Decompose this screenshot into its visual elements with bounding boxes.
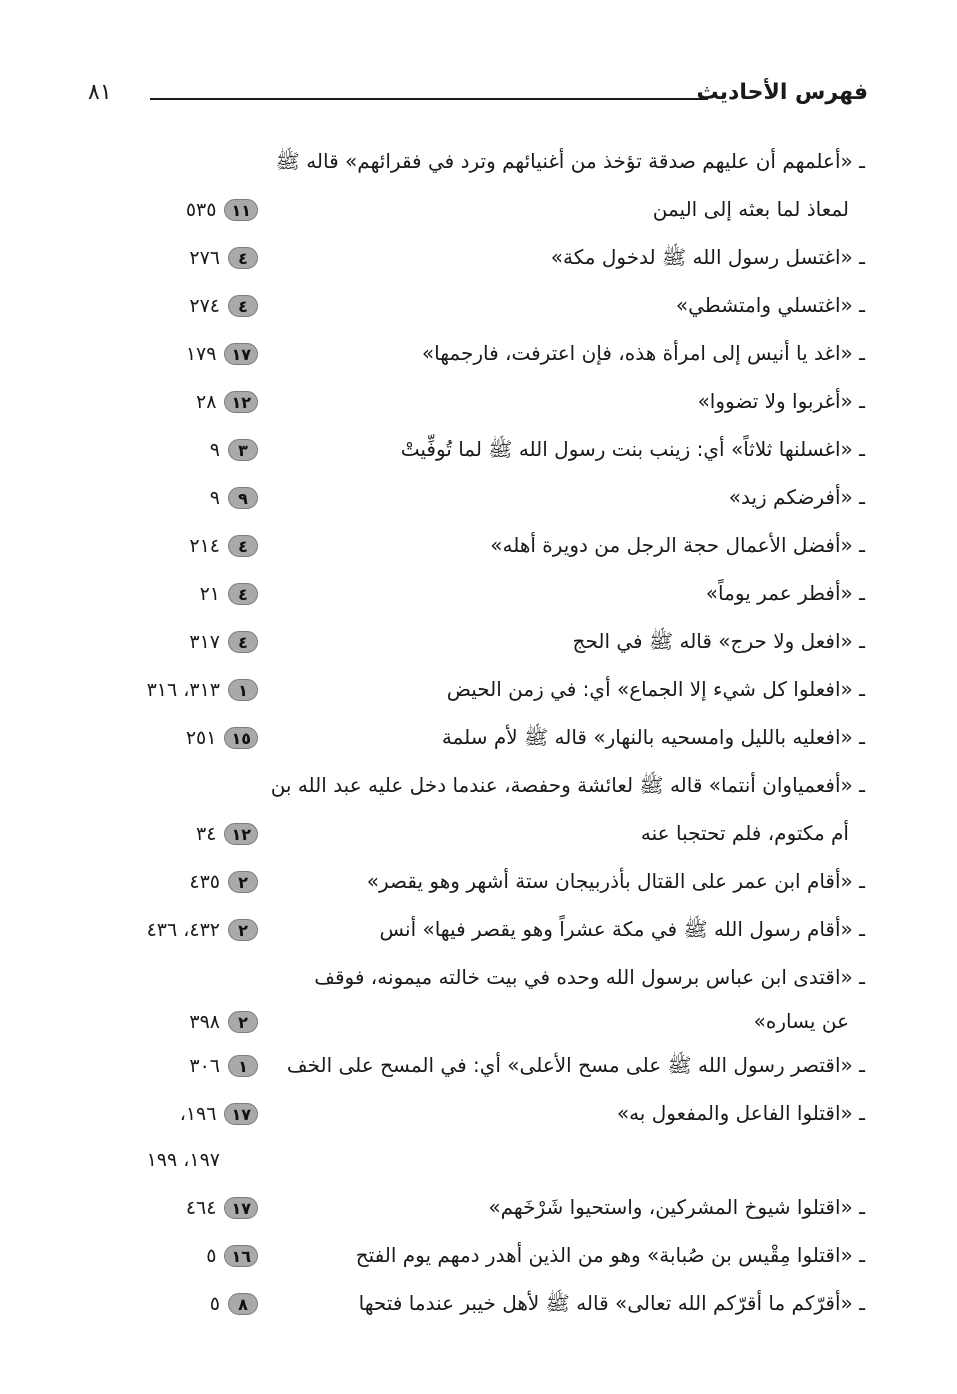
- hadith-text: أم مكتوم، فلم تحتجبا عنه: [640, 821, 849, 845]
- page-numbers: ٢٨: [196, 390, 217, 413]
- reference: [92, 626, 258, 657]
- volume-badge: ١٦: [224, 1245, 258, 1267]
- page-numbers: ٥٣٥: [185, 198, 217, 221]
- index-entry: [0, 428, 957, 472]
- index-entry: [0, 668, 957, 712]
- volume-badge: ٣: [228, 439, 258, 461]
- reference: [92, 482, 258, 513]
- page-numbers: ٥: [206, 1244, 217, 1267]
- index-entry: [0, 380, 957, 424]
- reference: [92, 1288, 258, 1319]
- volume-badge: ١٧: [224, 343, 258, 365]
- page-numbers: ٢٥١: [185, 726, 217, 749]
- page-numbers: ٢١٤: [189, 534, 220, 557]
- reference: [92, 1144, 258, 1175]
- page-numbers: ١٩٧، ١٩٩: [146, 1148, 220, 1171]
- volume-badge: ١٧: [224, 1103, 258, 1125]
- index-entry: [0, 188, 957, 232]
- volume-badge: ٨: [228, 1293, 258, 1315]
- volume-badge: ١٢: [224, 391, 258, 413]
- reference: [92, 818, 258, 849]
- hadith-text: ـ «اقتلوا الفاعل والمفعول به»: [616, 1101, 865, 1125]
- hadith-text: ـ «أفرضكم زيد»: [728, 485, 865, 509]
- hadith-text: ـ «اقتدى ابن عباس برسول الله وحده في بيت خالته ميمونه، فوقف: [314, 965, 865, 989]
- index-entry: [0, 524, 957, 568]
- index-entry: [0, 1186, 957, 1230]
- hadith-text: ـ «أفعمياوان أنتما» قاله ﷺ لعائشة وحفصة، عندما دخل عليه عبد الله بن: [270, 773, 865, 797]
- volume-badge: ١٢: [224, 823, 258, 845]
- index-entry: [0, 764, 957, 808]
- hadith-text: ـ «افعل ولا حرج» قاله ﷺ في الحج: [572, 629, 865, 653]
- volume-badge: ٩: [228, 487, 258, 509]
- hadith-text: ـ «أفضل الأعمال حجة الرجل من دويرة أهله»: [490, 533, 865, 557]
- reference: [92, 338, 258, 369]
- page-numbers: ٤٣٥: [189, 870, 220, 893]
- index-entry: [0, 716, 957, 760]
- page-title: فهرس الأحاديث: [696, 80, 868, 105]
- page-numbers: ٣٤: [196, 822, 217, 845]
- hadith-text: ـ «أعلمهم أن عليهم صدقة تؤخذ من أغنيائهم وترد في فقرائهم» قاله ﷺ: [275, 149, 865, 173]
- page-numbers: ٢٧٤: [189, 294, 220, 317]
- reference: [92, 530, 258, 561]
- reference: [92, 1098, 258, 1129]
- hadith-text: ـ «اقتلوا شيوخ المشركين، واستحيوا شَرْخَهم»: [488, 1195, 865, 1219]
- reference: [92, 674, 258, 705]
- reference: [92, 722, 258, 753]
- index-entry: [0, 860, 957, 904]
- hadith-text: ـ «اغسلنها ثلاثاً» أي: زينب بنت رسول الله ﷺ لما تُوفِّيتْ: [400, 437, 865, 461]
- page-number: ٨١: [88, 80, 112, 105]
- page-numbers: ٥: [209, 1292, 220, 1315]
- hadith-text: عن يساره»: [753, 1009, 849, 1033]
- hadith-text: ـ «اغد يا أنيس إلى امرأة هذه، فإن اعترفت، فارجمها»: [421, 341, 865, 365]
- volume-badge: ٤: [228, 583, 258, 605]
- volume-badge: ٢: [228, 871, 258, 893]
- page-numbers: ٩: [209, 438, 220, 461]
- reference: [92, 866, 258, 897]
- hadith-text: ـ «أقام ابن عمر على القتال بأذربيجان ستة أشهر وهو يقصر»: [366, 869, 865, 893]
- page-numbers: ٩: [209, 486, 220, 509]
- volume-badge: ١٥: [224, 727, 258, 749]
- index-entry: [0, 476, 957, 520]
- index-entry: [0, 812, 957, 856]
- volume-badge: ٤: [228, 535, 258, 557]
- volume-badge: ٤: [228, 295, 258, 317]
- hadith-text: ـ «افعلوا كل شيء إلا الجماع» أي: في زمن الحيض: [446, 677, 865, 701]
- index-entry: [0, 908, 957, 952]
- index-entry: [0, 572, 957, 616]
- hadith-text: ـ «اقتلوا مِقْيس بن صُبابة» وهو من الذين أهدر دمهم يوم الفتح: [355, 1243, 865, 1267]
- page-numbers: ٣٩٨: [189, 1010, 220, 1033]
- page-numbers: ٤٣٢، ٤٣٦: [146, 918, 220, 941]
- page-numbers: ١٧٩: [185, 342, 217, 365]
- reference: [92, 386, 258, 417]
- index-entry: [0, 1234, 957, 1278]
- reference: [92, 1050, 258, 1081]
- hadith-text: ـ «أقرّكم ما أقرّكم الله تعالى» قاله ﷺ لأهل خيبر عندما فتحها: [358, 1291, 865, 1315]
- hadith-text: ـ «اقتصر رسول الله ﷺ على مسح الأعلى» أي: في المسح على الخف: [286, 1053, 865, 1077]
- page-numbers: ٤٦٤: [185, 1196, 217, 1219]
- reference: [92, 578, 258, 609]
- page-numbers: ٣١٧: [189, 630, 220, 653]
- index-entry: [0, 1282, 957, 1326]
- index-entry: [0, 236, 957, 280]
- volume-badge: ٢: [228, 1011, 258, 1033]
- volume-badge: ١١: [224, 199, 258, 221]
- hadith-text: لمعاذ لما بعثه إلى اليمن: [652, 197, 849, 221]
- reference: [92, 242, 258, 273]
- page-numbers: ٢٧٦: [189, 246, 220, 269]
- index-entry: [0, 956, 957, 1000]
- index-entry: [0, 332, 957, 376]
- reference: [92, 194, 258, 225]
- hadith-text: ـ «اغتسل رسول الله ﷺ لدخول مكة»: [550, 245, 865, 269]
- reference: [92, 1240, 258, 1271]
- reference: [92, 434, 258, 465]
- volume-badge: ١: [228, 1055, 258, 1077]
- volume-badge: ٤: [228, 631, 258, 653]
- volume-badge: ١: [228, 679, 258, 701]
- hadith-text: ـ «أفطر عمر يوماً»: [705, 581, 865, 605]
- index-entry: [0, 620, 957, 664]
- page-numbers: ٢١: [199, 582, 220, 605]
- reference: [92, 1192, 258, 1223]
- index-entry: [0, 1000, 957, 1044]
- index-entry: [0, 1044, 957, 1088]
- hadith-text: ـ «أغربوا ولا تضووا»: [697, 389, 865, 413]
- page-numbers: ٣١٣، ٣١٦: [146, 678, 220, 701]
- volume-badge: ١٧: [224, 1197, 258, 1219]
- volume-badge: ٤: [228, 247, 258, 269]
- hadith-text: ـ «اغتسلي وامتشطي»: [675, 293, 865, 317]
- hadith-text: ـ «أقام رسول الله ﷺ في مكة عشراً وهو يقصر فيها» أنس: [379, 917, 865, 941]
- reference: [92, 290, 258, 321]
- index-entry: [0, 1138, 957, 1182]
- index-entry: [0, 284, 957, 328]
- page-numbers: ٣٠٦: [189, 1054, 220, 1077]
- index-entry: [0, 1092, 957, 1136]
- volume-badge: ٢: [228, 919, 258, 941]
- reference: [92, 1006, 258, 1037]
- index-entry: [0, 140, 957, 184]
- page-numbers: ١٩٦،: [179, 1102, 217, 1125]
- reference: [92, 914, 258, 945]
- hadith-text: ـ «افعليه بالليل وامسحيه بالنهار» قاله ﷺ لأم سلمة: [441, 725, 865, 749]
